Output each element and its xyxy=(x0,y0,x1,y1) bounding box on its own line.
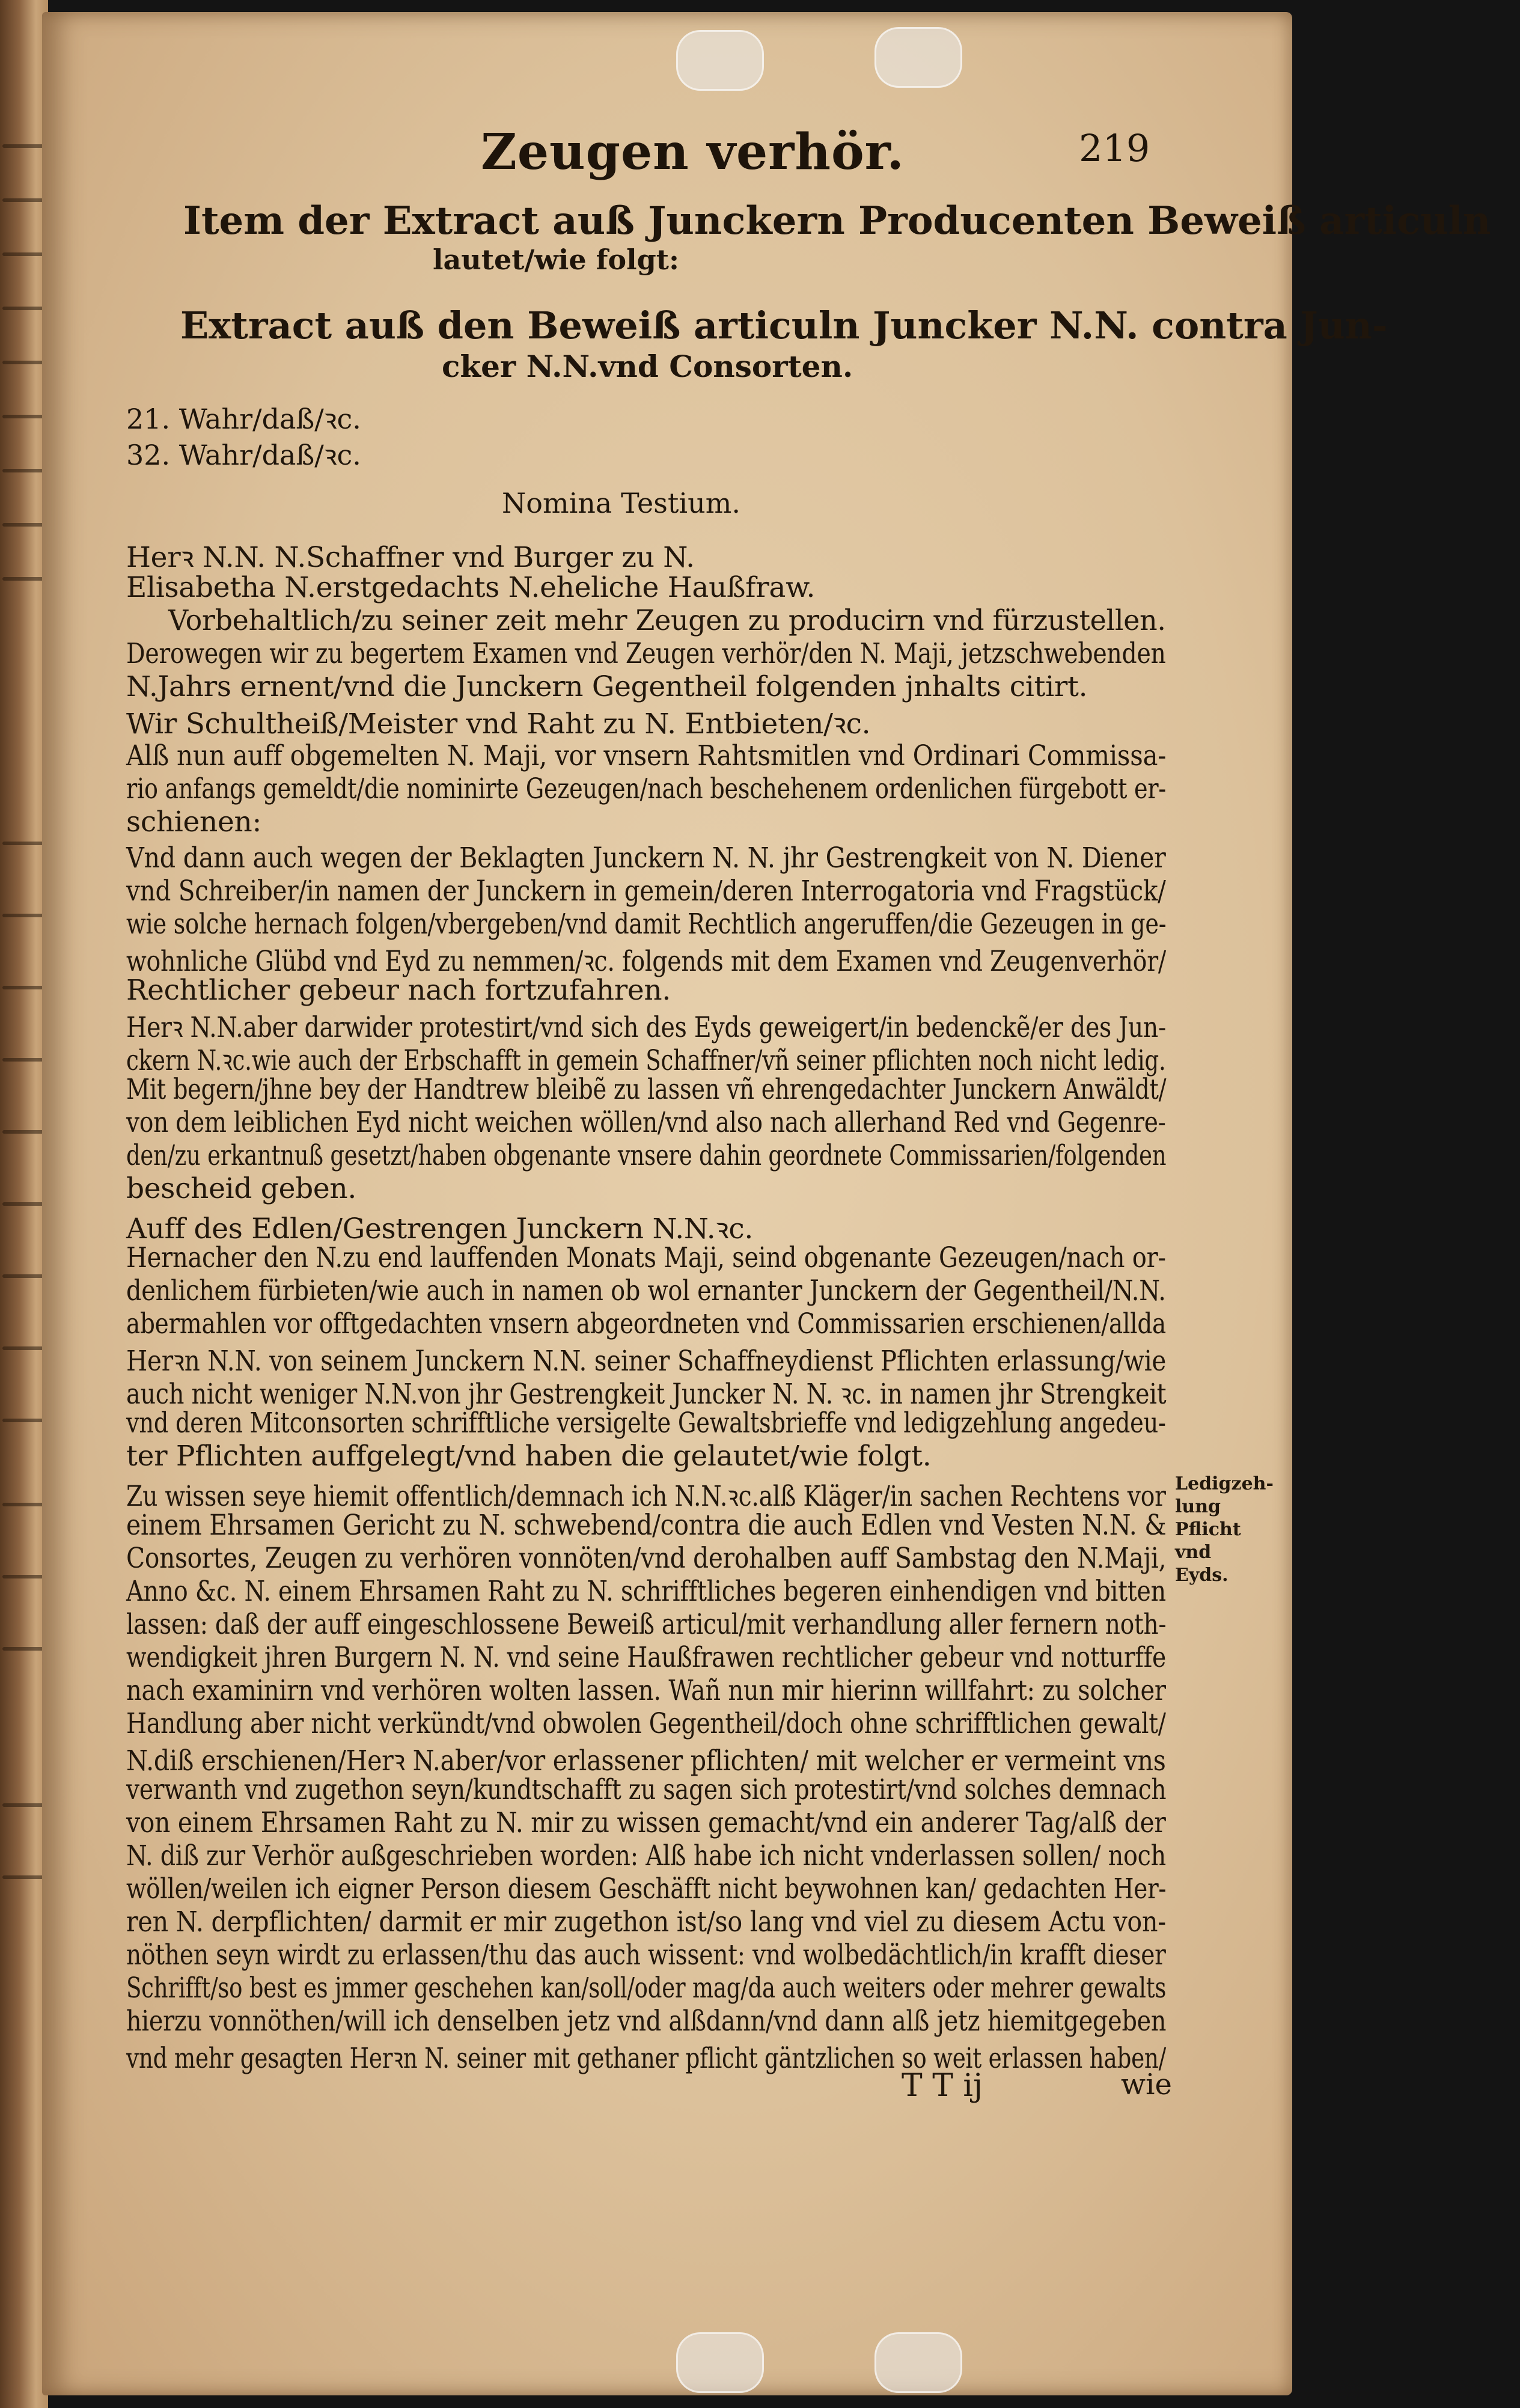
title-line-3: Extract auß den Beweiß articuln Juncker N.N. contra Jun- xyxy=(180,304,1388,347)
body-line: Herꝛ N.N.aber darwider protestirt/vnd sich des Eyds geweigert/in bedenckẽ/er des Jun- xyxy=(126,1011,1167,1044)
body-line: Rechtlicher gebeur nach fortzufahren. xyxy=(126,974,671,1007)
body-line: N.Jahrs ernent/vnd die Junckern Gegentheil folgenden jnhalts citirt. xyxy=(126,670,1088,703)
margin-note-line: vnd Eyds. xyxy=(1175,1542,1229,1586)
title-line-4: cker N.N.vnd Consorten. xyxy=(442,349,853,384)
body-line: Hernacher den N.zu end lauffenden Monats Maji, seind obgenante Gezeugen/nach or- xyxy=(126,1241,1166,1274)
body-line: wöllen/weilen ich eigner Person diesem Geschäfft nicht beywohnen kan/ gedachten Her- xyxy=(126,1872,1167,1905)
body-line: Consortes, Zeugen zu verhören vonnöten/vnd derohalben auff Sambstag den N.Maji, xyxy=(126,1542,1167,1575)
margin-note xyxy=(1175,1473,1274,1587)
body-line: den/zu erkantnuß gesetzt/haben obgenante vnsere dahin geordnete Commissarien/folgenden xyxy=(126,1139,1167,1172)
body-line: Schrifft/so best es jmmer geschehen kan/soll/oder mag/da auch weiters oder mehrer gewalts xyxy=(126,1972,1167,2005)
body-line: Mit begern/jhne bey der Handtrew bleibẽ zu lassen vñ ehrengedachter Junckern Anwäldt/ xyxy=(126,1073,1167,1106)
body-line: vnd Schreiber/in namen der Junckern in gemein/deren Interrogatoria vnd Fragstück/ xyxy=(126,875,1166,908)
title-line-1: Item der Extract auß Junckern Producenten Beweiß articuln xyxy=(183,198,1491,243)
body-line: Alß nun auff obgemelten N. Maji, vor vnsern Rahtsmitlen vnd Ordinari Commissa- xyxy=(126,739,1167,772)
body-line: vnd mehr gesagten Herꝛn N. seiner mit gethaner pflicht gäntzlichen so weit erlassen haben/ xyxy=(126,2042,1166,2075)
body-line: verwanth vnd zugethon seyn/kundtschafft zu sagen sich protestirt/vnd solches demnach xyxy=(126,1773,1167,1806)
body-line: abermahlen vor offtgedachten vnsern abgeordneten vnd Commissarien erschienen/allda xyxy=(126,1307,1167,1340)
body-line: nöthen seyn wirdt zu erlassen/thu das auch wissent: vnd wolbedächtlich/in krafft dieser xyxy=(126,1939,1166,1972)
margin-note-line: Ledigzeh- xyxy=(1175,1473,1274,1494)
bottom-page-clip xyxy=(874,2332,962,2393)
body-line: Handlung aber nicht verkündt/vnd obwolen Gegentheil/doch ohne schrifftlichen gewalt/ xyxy=(126,1707,1166,1740)
body-line: lassen: daß der auff eingeschlossene Beweiß articul/mit verhandlung aller fernern noth- xyxy=(126,1608,1167,1641)
body-line: Herꝛ N.N. N.Schaffner vnd Burger zu N. xyxy=(126,541,695,574)
page-number: 219 xyxy=(1079,126,1150,170)
body-line: bescheid geben. xyxy=(126,1172,356,1205)
body-line: einem Ehrsamen Gericht zu N. schwebend/contra die auch Edlen vnd Vesten N.N. & xyxy=(126,1509,1167,1542)
body-line: N.diß erschienen/Herꝛ N.aber/vor erlassener pflichten/ mit welcher er vermeint vns xyxy=(126,1744,1166,1777)
signature-mark: T T ij xyxy=(902,2068,983,2104)
body-line: Anno &c. N. einem Ehrsamen Raht zu N. schrifftliches begeren einhendigen vnd bitten xyxy=(126,1575,1166,1608)
body-line: Derowegen wir zu begertem Examen vnd Zeugen verhör/den N. Maji, jetzschwebenden xyxy=(126,637,1166,670)
top-page-clip xyxy=(874,27,962,88)
body-line: ter Pflichten auffgelegt/vnd haben die gelautet/wie folgt. xyxy=(126,1440,932,1473)
body-line: Wir Schultheiß/Meister vnd Raht zu N. Entbieten/ꝛc. xyxy=(126,707,871,741)
facing-page-edge xyxy=(0,0,48,2408)
body-line: Elisabetha N.erstgedachts N.eheliche Haußfraw. xyxy=(126,571,816,604)
article-line: 21. Wahr/daß/ꝛc. xyxy=(126,403,361,435)
body-line: vnd deren Mitconsorten schrifftliche versigelte Gewaltsbrieffe vnd ledigzehlung angedeu- xyxy=(126,1407,1166,1440)
body-line: wendigkeit jhren Burgern N. N. vnd seine Haußfrawen rechtlicher gebeur vnd notturffe xyxy=(126,1641,1166,1674)
body-line: ren N. derpflichten/ darmit er mir zugethon ist/so lang vnd viel zu diesem Actu von- xyxy=(126,1905,1166,1939)
body-line: Auff des Edlen/Gestrengen Junckern N.N.ꝛc. xyxy=(126,1212,754,1245)
body-line: Vnd dann auch wegen der Beklagten Junckern N. N. jhr Gestrengkeit von N. Diener xyxy=(126,842,1166,875)
body-line: Herꝛn N.N. von seinem Junckern N.N. seiner Schaffneydienst Pflichten erlassung/wie xyxy=(126,1345,1167,1378)
catchword: wie xyxy=(1121,2068,1172,2101)
top-page-clip xyxy=(676,30,764,91)
body-line: nach examinirn vnd verhören wolten lassen. Wañ nun mir hierinn willfahrt: zu solcher xyxy=(126,1674,1166,1707)
body-line: Vorbehaltlich/zu seiner zeit mehr Zeugen zu producirn vnd fürzustellen. xyxy=(168,604,1166,637)
article-line: 32. Wahr/daß/ꝛc. xyxy=(126,439,361,471)
nomina-testium-heading: Nomina Testium. xyxy=(502,487,740,519)
body-line: schienen: xyxy=(126,805,262,839)
body-line: von einem Ehrsamen Raht zu N. mir zu wissen gemacht/vnd ein anderer Tag/alß der xyxy=(126,1806,1166,1839)
body-line: denlichem fürbieten/wie auch in namen ob wol ernanter Junckern der Gegentheil/N.N. xyxy=(126,1274,1166,1307)
body-line: wie solche hernach folgen/vbergeben/vnd damit Rechtlich angeruffen/die Gezeugen in ge- xyxy=(126,908,1167,941)
body-line: ckern N.ꝛc.wie auch der Erbschafft in gemein Schaffner/vñ seiner pflichten noch nicht ledig. xyxy=(126,1044,1166,1077)
body-line: wohnliche Glübd vnd Eyd zu nemmen/ꝛc. folgends mit dem Examen vnd Zeugenverhör/ xyxy=(126,945,1166,978)
body-line: hierzu vonnöthen/will ich denselben jetz vnd alßdann/vnd dann alß jetz hiemitgegeben xyxy=(126,2005,1167,2038)
margin-note-line: lung Pflicht xyxy=(1175,1496,1241,1540)
page-header xyxy=(0,123,1520,181)
title-line-2: lautet/wie folgt: xyxy=(433,243,679,276)
body-line: Zu wissen seye hiemit offentlich/demnach ich N.N.ꝛc.alß Kläger/in sachen Rechtens vor xyxy=(126,1480,1166,1513)
body-line: N. diß zur Verhör außgeschrieben worden: Alß habe ich nicht vnderlassen sollen/ noch xyxy=(126,1839,1166,1872)
body-line: auch nicht weniger N.N.von jhr Gestrengkeit Juncker N. N. ꝛc. in namen jhr Strengkeit xyxy=(126,1378,1167,1411)
bottom-page-clip xyxy=(676,2332,764,2393)
body-line: von dem leiblichen Eyd nicht weichen wöllen/vnd also nach allerhand Red vnd Gegenre- xyxy=(126,1106,1166,1139)
body-line: rio anfangs gemeldt/die nominirte Gezeugen/nach beschehenem ordenlichen fürgebott er- xyxy=(126,772,1166,805)
running-head: Zeugen verhör. xyxy=(481,123,905,181)
